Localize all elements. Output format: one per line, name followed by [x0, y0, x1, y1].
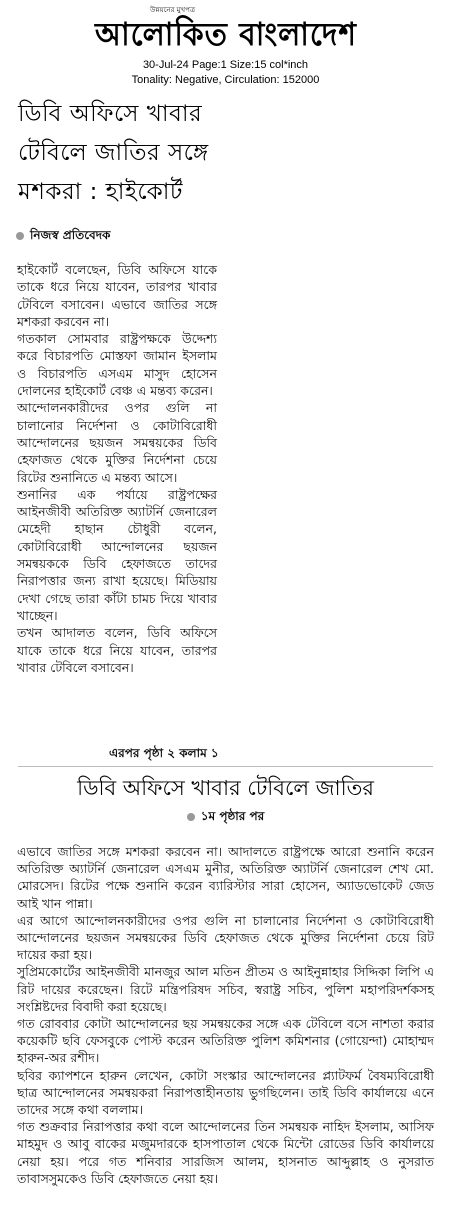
continued-to-note: এরপর পৃষ্ঠা ২ কলাম ১: [109, 746, 219, 760]
paragraph: সুপ্রিমকোর্টের আইনজীবী মানজুর আল মতিন প্রীতম ও আইনুন্নাহার সিদ্দিকা লিপি এ রিট দায়ের করেছেন। রিটে মন্ত্রিপরিষদ সচিব, স্বরাষ্ট্র সচিব, পুলিশ মহাপরিদর্শকসহ সংশ্লিষ্টদের বিবাদী করা হয়েছে।: [17, 964, 434, 1014]
paragraph: শুনানির এক পর্যায়ে রাষ্ট্রপক্ষের আইনজীবী অতিরিক্ত অ্যাটর্নি জেনারেল মেহেদী হাছান চৌধুরী বলেন, কোটাবিরোধী আন্দোলনের ছয়জন সমন্বয়ককে ডিবি হেফাজতে তাদের নিরাপত্তার জন্য রাখা হয়েছে। মিডিয়ায় দেখা গেছে তারা কাঁটা চামচ দিয়ে খাবার খাচ্ছেন।: [17, 486, 217, 623]
paragraph: এর আগে আন্দোলনকারীদের ওপর গুলি না চালানোর নির্দেশনা ও কোটাবিরোধী আন্দোলনের ছয়জন সমন্বয়কের ডিবি হেফাজত থেকে মুক্তির নির্দেশনা চেয়ে রিট দায়ের করা হয়।: [17, 912, 434, 963]
section-divider: [18, 766, 433, 767]
masthead: [0, 2, 451, 60]
clipping-meta-tonality: Tonality: Negative, Circulation: 152000: [131, 74, 320, 86]
continuation-headline: ডিবি অফিসে খাবার টেবিলে জাতির: [77, 776, 374, 800]
paragraph: আন্দোলনকারীদের ওপর গুলি না চালানোর নির্দেশনা ও কোটাবিরোধী আন্দোলনের ছয়জন সমন্বয়কের ডিবি হেফাজত থেকে মুক্তির নির্দেশনা চেয়ে রিটের শুনানিতে এ মন্তব্য আসে।: [17, 400, 217, 485]
paragraph: হাইকোর্ট বলেছেন, ডিবি অফিসে যাকে তাকে ধরে নিয়ে যাবেন, তারপর খাবার টেবিলে বসাবেন। এভাবে জাতির সঙ্গে মশকরা করবেন না।: [17, 262, 217, 329]
bullet-dot-icon: [187, 813, 195, 821]
continued-from-text: ১ম পৃষ্ঠার পর: [200, 809, 265, 823]
article-body: [17, 261, 217, 676]
continuation-body: [17, 843, 434, 1187]
paragraph: গত রোববার কোটা আন্দোলনের ছয় সমন্বয়কের সঙ্গে এক টেবিলে বসে নাশতা করার কয়েকটি ছবি ফেসবুকে পোস্ট করেন অতিরিক্ত পুলিশ কমিশনার (গোয়েন্দা) মোহাম্মদ হারুন-অর রশীদ।: [17, 1016, 434, 1066]
paragraph: গত শুক্রবার নিরাপত্তার কথা বলে আন্দোলনের তিন সমন্বয়ক নাহিদ ইসলাম, আসিফ মাহমুদ ও আবু বাকের মজুমদারকে হাসপাতাল থেকে মিন্টো রোডের ডিবি কার্যালয়ে নেয়া হয়। পরে গত শনিবার সারজিস আলম, হাসনাত আব্দুল্লাহ ও নুসরাত তাবাসসুমকেও ডিবি হেফাজতে নেয়া হয়।: [17, 1119, 434, 1186]
masthead-tagline: উন্নয়নের মুখপত্র: [150, 6, 196, 14]
headline-line-2: টেবিলে জাতির সঙ্গে: [18, 140, 209, 166]
newspaper-logo: আলোকিত বাংলাদেশ: [95, 15, 357, 53]
continued-from-note: [0, 808, 451, 828]
paragraph: তখন আদালত বলেন, ডিবি অফিসে যাকে তাকে ধরে নিয়ে যাবেন, তারপর খাবার টেবিলে বসাবেন।: [17, 625, 217, 675]
paragraph: এভাবে জাতির সঙ্গে মশকরা করবেন না। আদালতে রাষ্ট্রপক্ষে আরো শুনানি করেন অতিরিক্ত অ্যাটর্নি জেনারেল এসএম মুনীর, অতিরিক্ত অ্যাটর্নি জেনারেল শেখ মো. মোরসেদ। রিটের পক্ষে শুনানি করেন ব্যারিস্টার সারা হোসেন, অ্যাডভোকেট জেড আই খান পান্না।: [17, 844, 434, 911]
headline-line-3: মশকরা : হাইকোর্ট: [18, 179, 183, 205]
paragraph: ছবির ক্যাপশনে হারুন লেখেন, কোটা সংস্কার আন্দোলনের প্ল্যাটফর্ম বৈষম্যবিরোধী ছাত্র আন্দোলনের সমন্বয়করা নিরাপত্তাহীনতায় ভুগছিলেন। তাই ডিবি কার্যালয়ে এনে তাদের সঙ্গে কথা বললাম।: [17, 1067, 434, 1118]
byline-text: নিজস্ব প্রতিবেদক: [30, 228, 111, 242]
headline-line-1: ডিবি অফিসে খাবার: [18, 101, 203, 127]
bullet-dot-icon: [16, 232, 24, 240]
clipping-meta-date-size: 30-Jul-24 Page:1 Size:15 col*inch: [142, 59, 309, 71]
byline: [16, 227, 110, 247]
paragraph: গতকাল সোমবার রাষ্ট্রপক্ষকে উদ্দেশ্য করে বিচারপতি মোস্তফা জামান ইসলাম ও বিচারপতি এসএম মাসুদ হোসেন দোলনের হাইকোর্ট বেঞ্চ এ মন্তব্য করেন।: [17, 331, 217, 399]
